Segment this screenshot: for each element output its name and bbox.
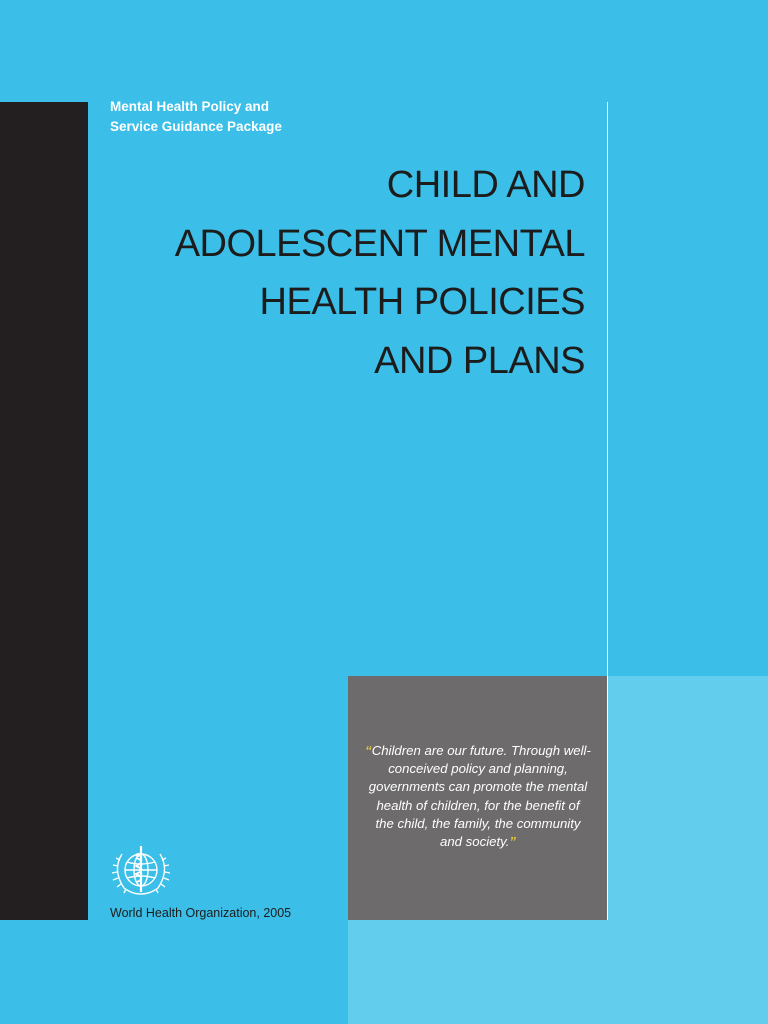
quote-line-3: governments can promote the mental [368,779,588,795]
series-title-line-1: Mental Health Policy and [110,99,270,114]
document-title-line-3: HEALTH POLICIES [259,281,585,323]
vertical-divider-line [607,102,608,920]
quote-line-1-text: Children are our future. Through well- [371,743,591,758]
document-title-line-1: CHILD AND [386,164,585,206]
document-title-line-2: ADOLESCENT MENTAL [174,222,585,265]
light-blue-panel-right [608,676,768,1024]
quote-line-1 [356,742,600,760]
light-blue-panel-bottom [348,920,608,1024]
open-quote-mark: “ [365,743,372,758]
quote-line-5: the child, the family, the community [375,815,581,831]
series-title-line-2: Service Guidance Package [110,119,282,134]
quote-line-6 [356,833,600,851]
quote-line-4: health of children, for the benefit of [376,797,580,813]
who-emblem-icon [108,842,174,900]
cover-quote [356,742,600,851]
series-title [110,97,410,137]
black-side-bar [0,102,88,920]
quote-line-6-text: and society. [440,834,510,850]
close-quote-mark: ” [509,834,516,850]
quote-line-2: conceived policy and planning, [388,761,568,777]
document-title [120,156,585,390]
publisher-name: World Health Organization, 2005 [110,906,292,920]
document-title-line-4: AND PLANS [374,339,585,382]
